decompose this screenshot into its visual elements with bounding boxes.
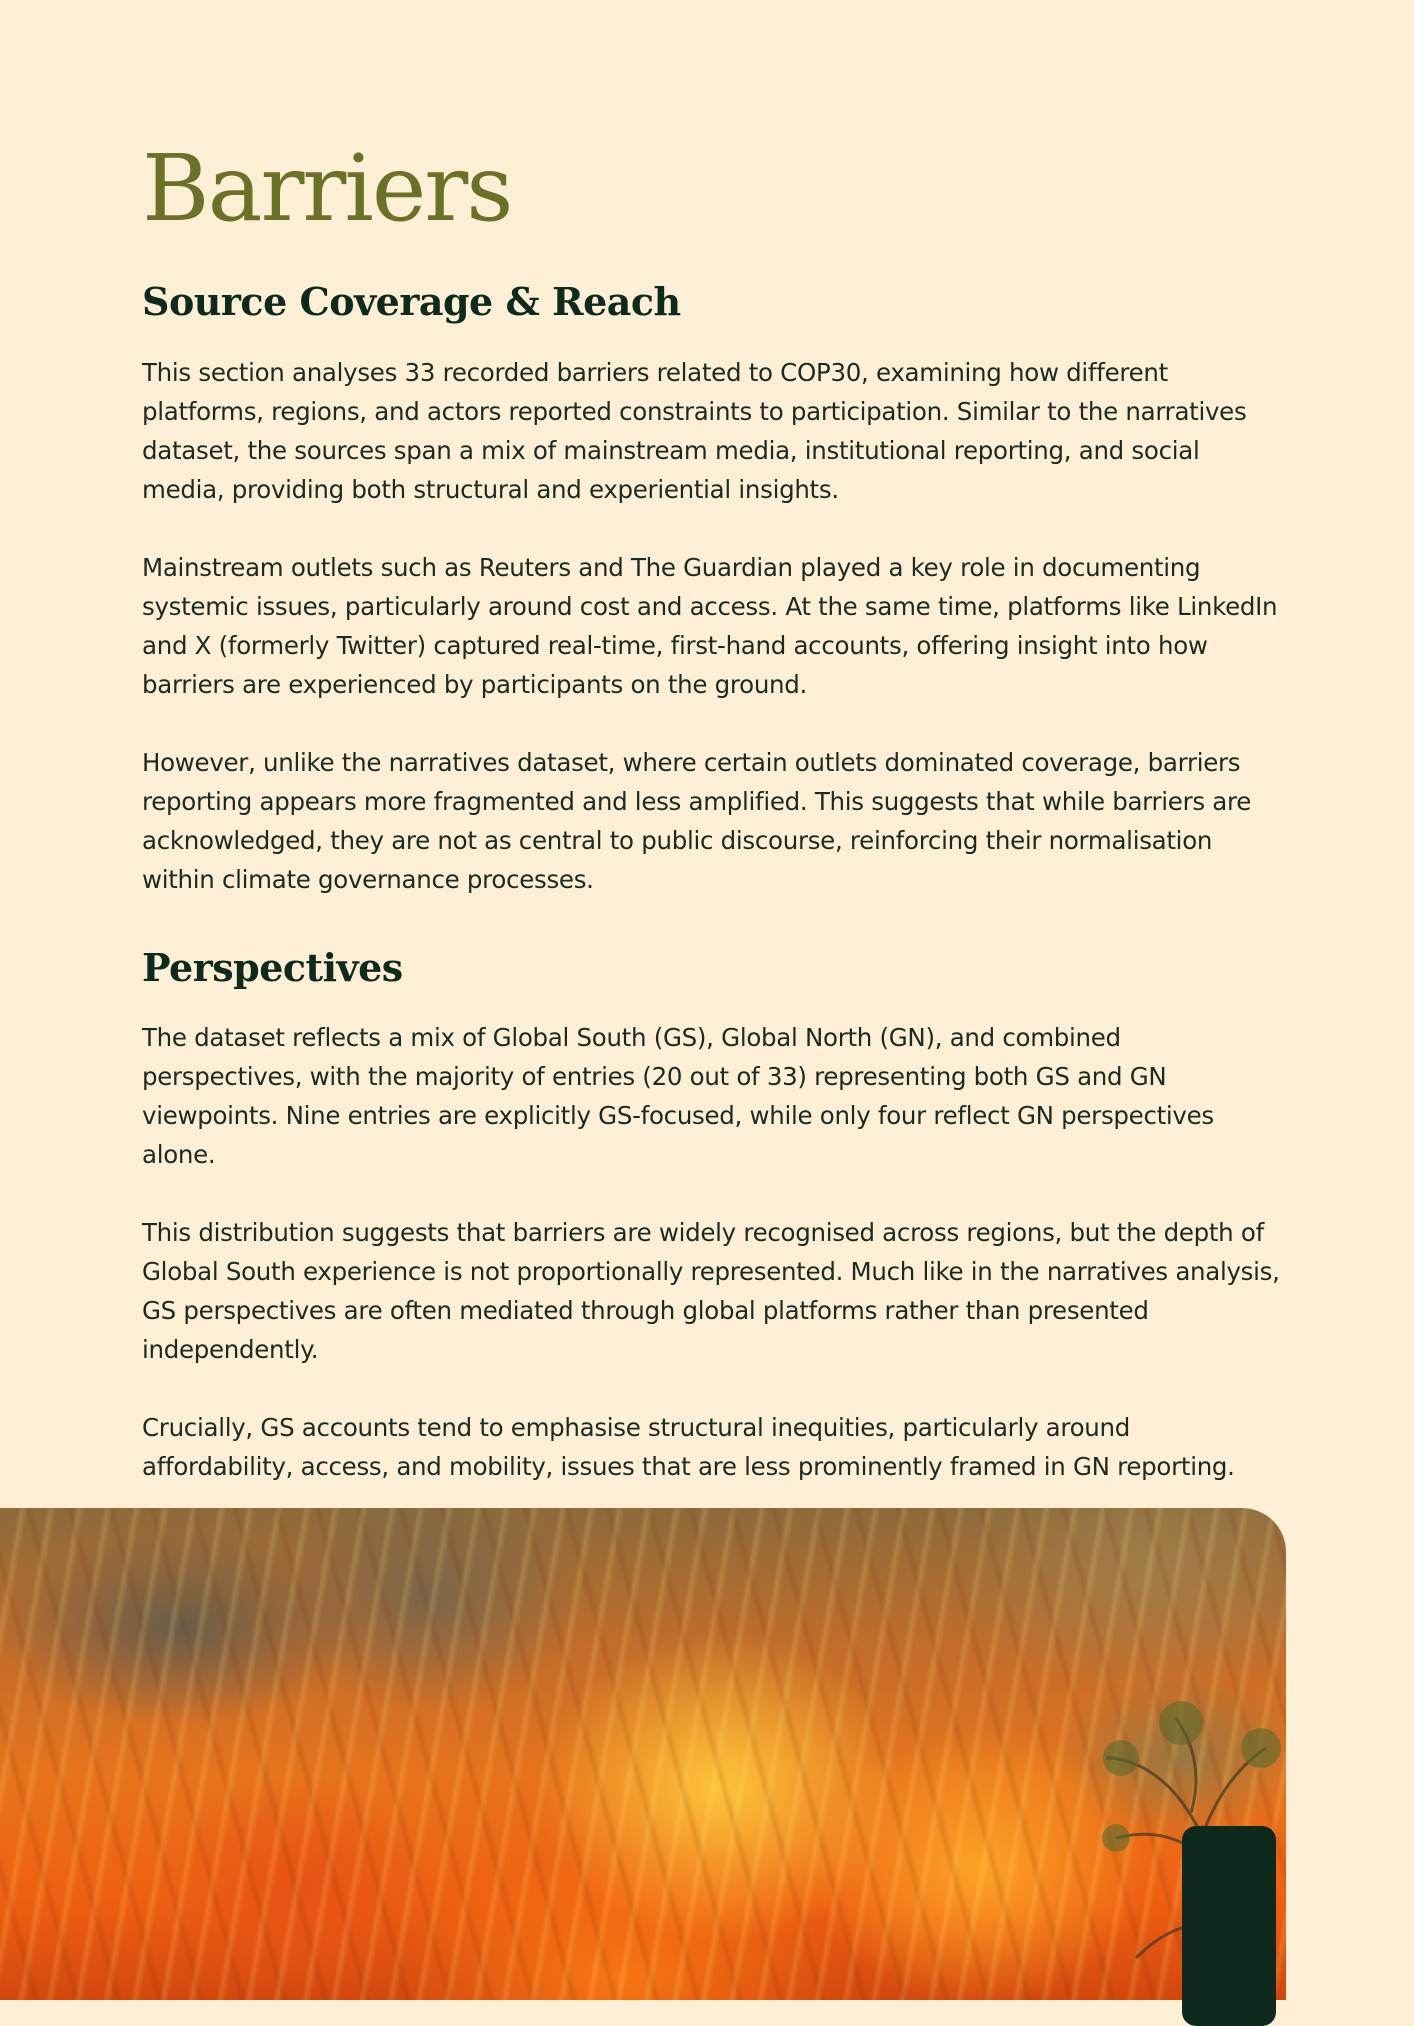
- paragraph: Mainstream outlets such as Reuters and The Guardian played a key role in documenting systemic issues, particularly around cost and access. At the same time, platforms like LinkedIn and X (formerly Twitter) captured real-time, first-hand accounts, offering insight into how barriers are experienced by participants on the ground.: [142, 552, 1278, 699]
- paragraph: This section analyses 33 recorded barriers related to COP30, examining how different platforms, regions, and actors reported constraints to participation. Similar to the narratives dataset, the sources span a mix of mainstream media, institutional reporting, and social media, providing both structural and experiential insights.: [142, 357, 1247, 504]
- paragraph: This distribution suggests that barriers are widely recognised across regions, but the depth of Global South experience is not proportionally represented. Much like in the narratives analysis, GS perspectives are often mediated through global platforms rather than presented independently.: [142, 1218, 1280, 1365]
- wildfire-photo: [0, 1508, 1286, 2000]
- paragraph: However, unlike the narratives dataset, where certain outlets dominated coverage, barriers reporting appears more fragmented and less amplified. This suggests that while barriers are acknowledged, they are not as central to public discourse, reinforcing their normalisation within climate governance processes.: [142, 747, 1252, 894]
- paragraph: Crucially, GS accounts tend to emphasise structural inequities, particularly around affordability, access, and mobility, issues that are less prominently framed in GN reporting.: [142, 1413, 1235, 1482]
- section-heading-source-coverage: Source Coverage & Reach: [142, 279, 681, 325]
- main-content: [142, 135, 1282, 1486]
- page-tab-marker: [1182, 1826, 1276, 2026]
- page-title: Barriers: [142, 135, 512, 242]
- paragraph: The dataset reflects a mix of Global South (GS), Global North (GN), and combined perspectives, with the majority of entries (20 out of 33) representing both GS and GN viewpoints. Nine entries are explicitly GS-focused, while only four reflect GN perspectives alone.: [142, 1023, 1214, 1170]
- section-heading-perspectives: Perspectives: [142, 944, 403, 990]
